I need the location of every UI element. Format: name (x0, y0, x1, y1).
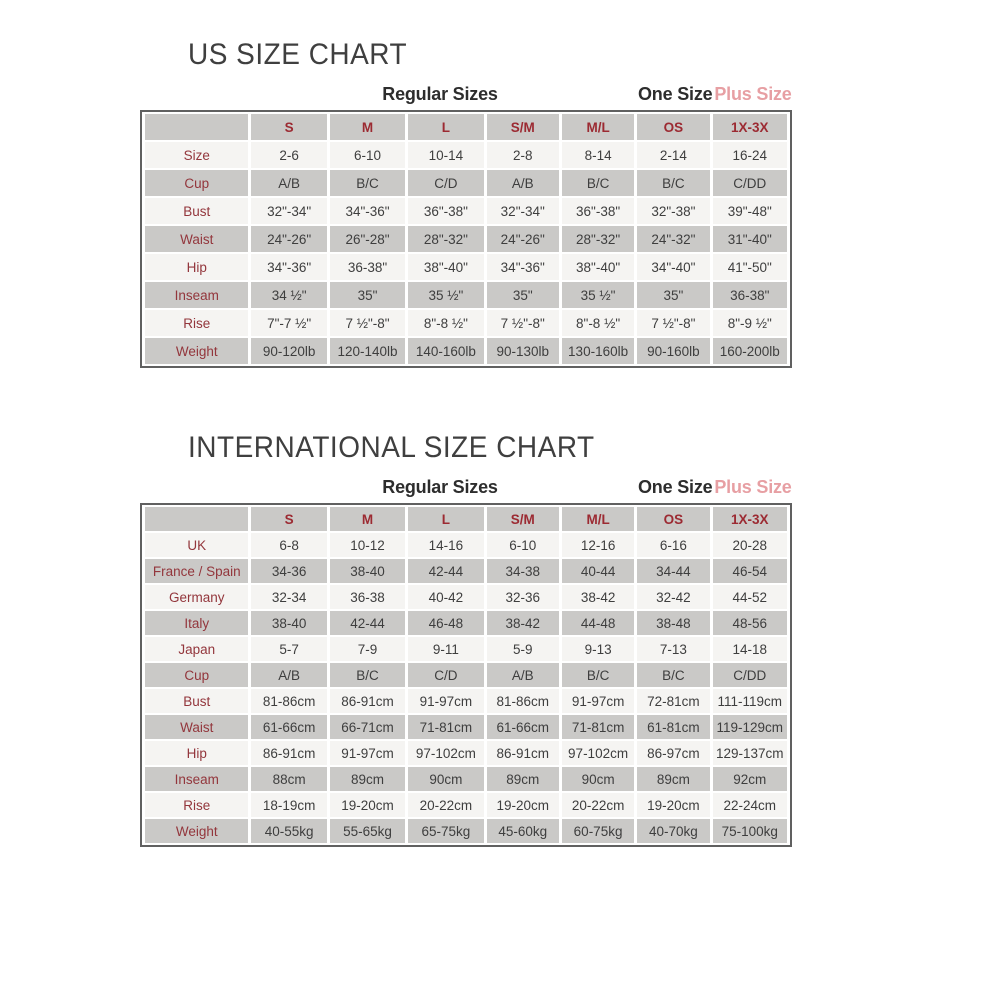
size-column-header: M/L (562, 114, 634, 140)
size-column-header: S (251, 114, 326, 140)
table-cell: 38-48 (637, 611, 709, 635)
us-regular-sizes-label: Regular Sizes (382, 84, 498, 104)
table-cell: 71-81cm (408, 715, 483, 739)
row-label: Hip (145, 254, 248, 280)
table-cell: 6-10 (330, 142, 405, 168)
table-cell: 20-22cm (408, 793, 483, 817)
table-cell: A/B (251, 170, 326, 196)
table-cell: B/C (562, 170, 634, 196)
table-cell: 22-24cm (713, 793, 787, 817)
size-column-header: 1X-3X (713, 114, 787, 140)
table-cell: 34-38 (487, 559, 559, 583)
table-cell: 38-42 (487, 611, 559, 635)
table-cell: 8"-8 ½" (562, 310, 634, 336)
table-cell: 6-10 (487, 533, 559, 557)
size-column-header: S/M (487, 507, 559, 531)
table-cell: 40-44 (562, 559, 634, 583)
table-cell: 26"-28" (330, 226, 405, 252)
table-cell: 6-16 (637, 533, 709, 557)
table-cell: 48-56 (713, 611, 787, 635)
table-cell: B/C (330, 170, 405, 196)
table-cell: 160-200lb (713, 338, 787, 364)
table-cell: 35" (487, 282, 559, 308)
us-one-size-label: One Size (638, 84, 713, 104)
table-cell: 6-8 (251, 533, 326, 557)
table-cell: 45-60kg (487, 819, 559, 843)
table-cell: 35" (637, 282, 709, 308)
size-column-header: 1X-3X (713, 507, 787, 531)
table-cell: 14-16 (408, 533, 483, 557)
table-row (145, 819, 787, 843)
table-cell: 89cm (487, 767, 559, 791)
table-cell: 34"-36" (487, 254, 559, 280)
table-cell: 90cm (562, 767, 634, 791)
table-cell: 9-13 (562, 637, 634, 661)
table-cell: C/D (408, 170, 483, 196)
table-cell: 86-97cm (637, 741, 709, 765)
intl-one-size-label: One Size (638, 477, 713, 497)
table-cell: 111-119cm (713, 689, 787, 713)
table-cell: 36-38" (330, 254, 405, 280)
us-plus-size-label: Plus Size (714, 84, 792, 104)
table-cell: 81-86cm (251, 689, 326, 713)
table-cell: C/D (408, 663, 483, 687)
table-row (145, 715, 787, 739)
table-row (145, 282, 787, 308)
size-column-header: M/L (562, 507, 634, 531)
table-cell: 66-71cm (330, 715, 405, 739)
table-cell: 20-28 (713, 533, 787, 557)
table-cell: 130-160lb (562, 338, 634, 364)
row-label: Bust (145, 689, 248, 713)
table-cell: 5-9 (487, 637, 559, 661)
table-cell: 129-137cm (713, 741, 787, 765)
table-cell: 35 ½" (562, 282, 634, 308)
table-row (145, 142, 787, 168)
corner-cell (145, 114, 248, 140)
corner-cell (145, 507, 248, 531)
table-cell: 91-97cm (408, 689, 483, 713)
row-label: Rise (145, 310, 248, 336)
table-cell: 28"-32" (408, 226, 483, 252)
table-cell: 71-81cm (562, 715, 634, 739)
row-label: Weight (145, 338, 248, 364)
table-row (145, 338, 787, 364)
us-size-table (140, 110, 792, 368)
table-cell: 5-7 (251, 637, 326, 661)
table-cell: 24"-26" (487, 226, 559, 252)
international-size-chart-section (140, 431, 792, 847)
table-cell: 32-36 (487, 585, 559, 609)
table-cell: 120-140lb (330, 338, 405, 364)
table-cell: 92cm (713, 767, 787, 791)
table-cell: 42-44 (408, 559, 483, 583)
intl-plus-size-label: Plus Size (714, 477, 792, 497)
size-column-header: L (408, 507, 483, 531)
row-label: Germany (145, 585, 248, 609)
size-column-header: L (408, 114, 483, 140)
row-label: Inseam (145, 767, 248, 791)
table-row (145, 689, 787, 713)
table-cell: 40-70kg (637, 819, 709, 843)
table-cell: 72-81cm (637, 689, 709, 713)
table-cell: 61-81cm (637, 715, 709, 739)
row-label: Size (145, 142, 248, 168)
table-cell: 46-48 (408, 611, 483, 635)
table-cell: 2-14 (637, 142, 709, 168)
table-cell: 40-42 (408, 585, 483, 609)
table-cell: 65-75kg (408, 819, 483, 843)
table-cell: 35 ½" (408, 282, 483, 308)
table-cell: B/C (637, 663, 709, 687)
table-row (145, 611, 787, 635)
table-cell: 24"-26" (251, 226, 326, 252)
table-cell: 19-20cm (487, 793, 559, 817)
table-cell: 7"-7 ½" (251, 310, 326, 336)
table-cell: 89cm (330, 767, 405, 791)
row-label: Rise (145, 793, 248, 817)
table-cell: 34"-36" (330, 198, 405, 224)
table-cell: 39"-48" (713, 198, 787, 224)
table-cell: 90-160lb (637, 338, 709, 364)
table-cell: 2-8 (487, 142, 559, 168)
table-cell: 7-9 (330, 637, 405, 661)
size-column-header: S (251, 507, 326, 531)
table-cell: 32"-34" (487, 198, 559, 224)
row-label: Bust (145, 198, 248, 224)
table-cell: 18-19cm (251, 793, 326, 817)
table-cell: 8"-9 ½" (713, 310, 787, 336)
table-cell: 41"-50" (713, 254, 787, 280)
table-cell: A/B (487, 170, 559, 196)
row-label: France / Spain (145, 559, 248, 583)
table-cell: 38"-40" (408, 254, 483, 280)
table-cell: 7 ½"-8" (487, 310, 559, 336)
row-label: Waist (145, 226, 248, 252)
table-row (145, 310, 787, 336)
table-cell: 19-20cm (330, 793, 405, 817)
table-cell: 7 ½"-8" (637, 310, 709, 336)
table-cell: 44-48 (562, 611, 634, 635)
table-row (145, 254, 787, 280)
table-cell: 34 ½" (251, 282, 326, 308)
table-cell: A/B (487, 663, 559, 687)
table-row (145, 585, 787, 609)
table-cell: 55-65kg (330, 819, 405, 843)
size-column-header: OS (637, 114, 709, 140)
table-row (145, 533, 787, 557)
table-cell: 7 ½"-8" (330, 310, 405, 336)
row-label: Cup (145, 170, 248, 196)
table-cell: 7-13 (637, 637, 709, 661)
us-column-group-labels (140, 84, 792, 108)
size-column-header: M (330, 114, 405, 140)
table-cell: 91-97cm (330, 741, 405, 765)
table-cell: 97-102cm (408, 741, 483, 765)
table-cell: 32"-38" (637, 198, 709, 224)
table-cell: 31"-40" (713, 226, 787, 252)
row-label: Waist (145, 715, 248, 739)
table-cell: 61-66cm (487, 715, 559, 739)
intl-chart-title: INTERNATIONAL SIZE CHART (188, 431, 595, 464)
table-cell: 38-40 (251, 611, 326, 635)
table-cell: 9-11 (408, 637, 483, 661)
table-row (145, 198, 787, 224)
table-cell: 32-34 (251, 585, 326, 609)
intl-column-group-labels (140, 477, 792, 501)
table-cell: 36"-38" (408, 198, 483, 224)
row-label: Cup (145, 663, 248, 687)
table-cell: 16-24 (713, 142, 787, 168)
row-label: Italy (145, 611, 248, 635)
table-cell: 46-54 (713, 559, 787, 583)
table-cell: 38"-40" (562, 254, 634, 280)
size-header-row (145, 114, 787, 140)
table-cell: 40-55kg (251, 819, 326, 843)
table-cell: 14-18 (713, 637, 787, 661)
table-cell: 36"-38" (562, 198, 634, 224)
table-cell: 91-97cm (562, 689, 634, 713)
size-column-header: M (330, 507, 405, 531)
table-row (145, 226, 787, 252)
table-cell: 90-130lb (487, 338, 559, 364)
table-cell: 34"-36" (251, 254, 326, 280)
table-cell: 10-14 (408, 142, 483, 168)
table-cell: 88cm (251, 767, 326, 791)
table-cell: 60-75kg (562, 819, 634, 843)
table-row (145, 559, 787, 583)
table-cell: 89cm (637, 767, 709, 791)
table-cell: B/C (562, 663, 634, 687)
table-cell: 81-86cm (487, 689, 559, 713)
table-cell: 8-14 (562, 142, 634, 168)
table-cell: 12-16 (562, 533, 634, 557)
table-cell: 32"-34" (251, 198, 326, 224)
table-cell: 86-91cm (251, 741, 326, 765)
table-cell: 140-160lb (408, 338, 483, 364)
table-cell: 34"-40" (637, 254, 709, 280)
table-cell: 75-100kg (713, 819, 787, 843)
table-cell: C/DD (713, 663, 787, 687)
table-cell: 90cm (408, 767, 483, 791)
table-cell: 36-38 (330, 585, 405, 609)
table-cell: 44-52 (713, 585, 787, 609)
table-cell: 8"-8 ½" (408, 310, 483, 336)
size-column-header: OS (637, 507, 709, 531)
table-cell: 19-20cm (637, 793, 709, 817)
international-size-table (140, 503, 792, 847)
table-row (145, 637, 787, 661)
table-cell: 36-38" (713, 282, 787, 308)
intl-regular-sizes-label: Regular Sizes (382, 477, 498, 497)
us-chart-title: US SIZE CHART (188, 38, 408, 71)
table-cell: 86-91cm (330, 689, 405, 713)
table-cell: 38-40 (330, 559, 405, 583)
table-cell: 38-42 (562, 585, 634, 609)
table-cell: B/C (637, 170, 709, 196)
table-cell: 32-42 (637, 585, 709, 609)
table-row (145, 663, 787, 687)
table-cell: 10-12 (330, 533, 405, 557)
row-label: Hip (145, 741, 248, 765)
size-header-row (145, 507, 787, 531)
table-row (145, 741, 787, 765)
table-cell: 24"-32" (637, 226, 709, 252)
table-row (145, 170, 787, 196)
table-cell: 61-66cm (251, 715, 326, 739)
row-label: UK (145, 533, 248, 557)
us-size-chart-section (140, 38, 792, 368)
table-cell: 2-6 (251, 142, 326, 168)
table-cell: 119-129cm (713, 715, 787, 739)
table-cell: 86-91cm (487, 741, 559, 765)
table-cell: 42-44 (330, 611, 405, 635)
table-cell: 34-44 (637, 559, 709, 583)
table-cell: 97-102cm (562, 741, 634, 765)
table-cell: 90-120lb (251, 338, 326, 364)
table-cell: 28"-32" (562, 226, 634, 252)
table-row (145, 767, 787, 791)
row-label: Weight (145, 819, 248, 843)
table-cell: B/C (330, 663, 405, 687)
table-cell: 34-36 (251, 559, 326, 583)
table-cell: 35" (330, 282, 405, 308)
table-cell: A/B (251, 663, 326, 687)
table-cell: C/DD (713, 170, 787, 196)
size-column-header: S/M (487, 114, 559, 140)
table-row (145, 793, 787, 817)
row-label: Japan (145, 637, 248, 661)
table-cell: 20-22cm (562, 793, 634, 817)
row-label: Inseam (145, 282, 248, 308)
